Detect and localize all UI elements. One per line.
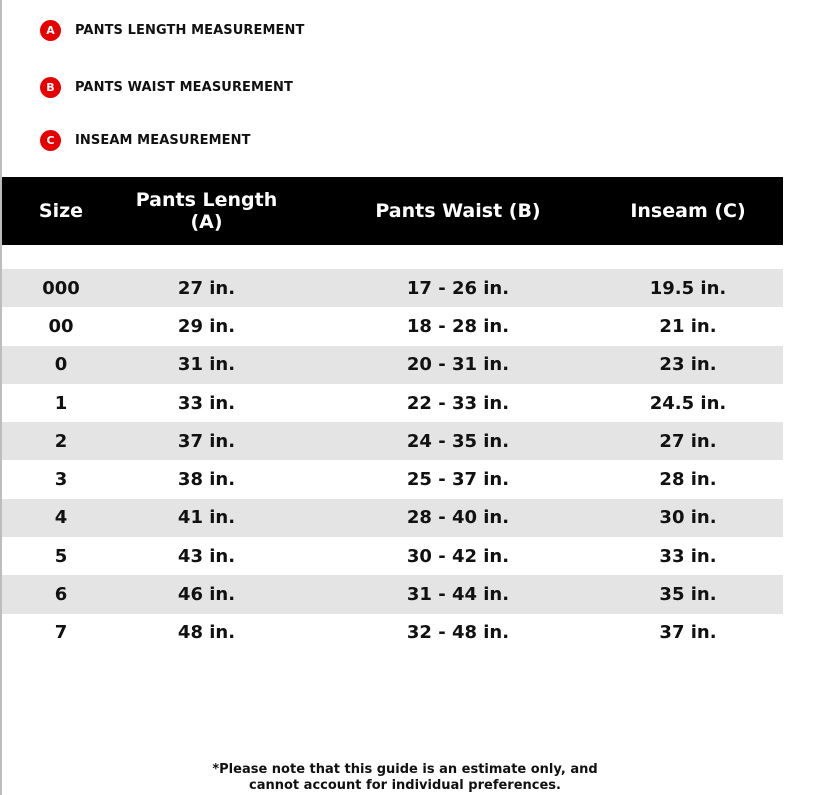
cell-size: 6: [54, 584, 68, 606]
cell-inseam: 27 in.: [659, 430, 717, 452]
cell-pants-length: 31 in.: [177, 354, 236, 376]
table-row: [2, 346, 783, 384]
table-row: [2, 460, 783, 498]
cell-size: 000: [42, 277, 80, 299]
cell-size: 7: [54, 622, 68, 644]
cell-pants-length: 48 in.: [177, 622, 236, 644]
header-size: Size: [38, 200, 84, 222]
legend-badge-c: C: [40, 130, 61, 151]
legend-badge-b: B: [40, 77, 61, 98]
legend-item-inseam: [40, 129, 251, 151]
table-row: [2, 499, 783, 537]
cell-pants-waist: 32 - 48 in.: [406, 622, 510, 644]
table-row: [2, 307, 783, 345]
table-spacer: [2, 245, 783, 269]
legend-label-inseam: INSEAM MEASUREMENT: [75, 132, 251, 148]
header-pants-waist: Pants Waist (B): [375, 200, 541, 222]
cell-inseam: 33 in.: [659, 545, 717, 567]
legend-item-pants-length: [40, 19, 304, 41]
table-row: [2, 614, 783, 652]
cell-inseam: 28 in.: [659, 469, 717, 491]
cell-pants-waist: 22 - 33 in.: [406, 392, 510, 414]
cell-pants-waist: 28 - 40 in.: [406, 507, 510, 529]
footnote-line-2: cannot account for individual preferences.: [249, 778, 561, 793]
legend-item-pants-waist: [40, 76, 293, 98]
table-row: [2, 269, 783, 307]
cell-inseam: 23 in.: [659, 354, 717, 376]
disclaimer-footnote: [0, 762, 810, 794]
cell-size: 2: [54, 430, 68, 452]
table-row: [2, 422, 783, 460]
cell-inseam: 30 in.: [659, 507, 717, 529]
cell-pants-length: 37 in.: [177, 430, 236, 452]
legend-label-pants-waist: PANTS WAIST MEASUREMENT: [75, 79, 293, 95]
legend-badge-a: A: [40, 20, 61, 41]
cell-inseam: 24.5 in.: [649, 392, 727, 414]
cell-pants-waist: 20 - 31 in.: [406, 354, 510, 376]
cell-size: 3: [54, 469, 68, 491]
cell-size: 4: [54, 507, 68, 529]
cell-pants-length: 43 in.: [177, 545, 236, 567]
cell-size: 0: [54, 354, 68, 376]
cell-pants-length: 29 in.: [177, 315, 236, 337]
cell-pants-length: 27 in.: [177, 277, 236, 299]
cell-pants-waist: 30 - 42 in.: [406, 545, 510, 567]
cell-pants-length: 46 in.: [177, 584, 236, 606]
cell-pants-length: 38 in.: [177, 469, 236, 491]
table-row: [2, 537, 783, 575]
size-chart-table: [2, 177, 783, 652]
cell-size: 1: [54, 392, 68, 414]
footnote-line-1: *Please note that this guide is an estimate only, and: [212, 762, 598, 777]
header-pants-length: Pants Length (A): [135, 189, 278, 233]
cell-pants-length: 33 in.: [177, 392, 236, 414]
table-row: [2, 384, 783, 422]
header-inseam: Inseam (C): [630, 200, 746, 222]
cell-pants-waist: 25 - 37 in.: [406, 469, 510, 491]
cell-size: 00: [48, 315, 74, 337]
cell-inseam: 19.5 in.: [649, 277, 727, 299]
cell-pants-waist: 17 - 26 in.: [406, 277, 510, 299]
cell-pants-waist: 18 - 28 in.: [406, 315, 510, 337]
cell-pants-waist: 31 - 44 in.: [406, 584, 510, 606]
cell-inseam: 37 in.: [659, 622, 717, 644]
cell-inseam: 21 in.: [659, 315, 717, 337]
legend-label-pants-length: PANTS LENGTH MEASUREMENT: [75, 22, 305, 38]
table-header-row: [2, 177, 783, 245]
cell-inseam: 35 in.: [659, 584, 717, 606]
cell-pants-waist: 24 - 35 in.: [406, 430, 510, 452]
cell-size: 5: [54, 545, 68, 567]
table-row: [2, 575, 783, 613]
cell-pants-length: 41 in.: [177, 507, 236, 529]
